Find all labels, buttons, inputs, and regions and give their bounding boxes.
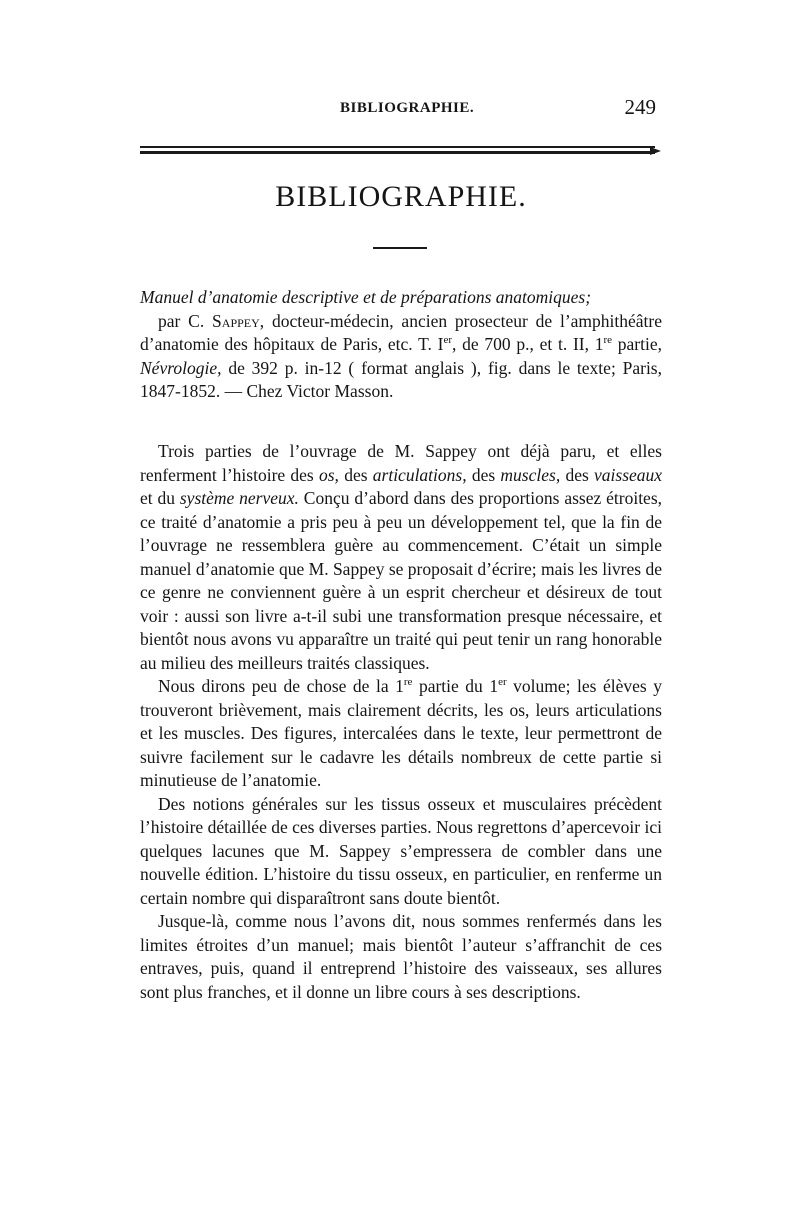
p1-term-systeme: système nerveux. bbox=[179, 488, 299, 508]
p1-term-os: os, bbox=[319, 464, 339, 485]
heading-divider bbox=[373, 247, 427, 249]
section-heading: BIBLIOGRAPHIE. bbox=[275, 180, 527, 213]
paragraph-2 bbox=[140, 675, 662, 793]
reference-sup-re: re bbox=[603, 334, 613, 347]
reference-details-a: docteur-médecin, ancien prosecteur de l’amphithéâtre d’anatomie des hôpitaux de Paris, etc. T. I bbox=[140, 310, 662, 354]
review-body bbox=[140, 440, 662, 1004]
reference-title: Manuel d’anatomie descriptive et de préparations anatomiques; bbox=[140, 287, 592, 307]
header-rule-thick bbox=[140, 151, 655, 154]
paragraph-4: Jusque-là, comme nous l’avons dit, nous sommes renfermés dans les limites étroites d’un manuel; mais bientôt l’auteur s’affranchit de ces entraves, puis, quand il entreprend l’histoire des vaisseaux, ses allures sont plus franches, et il donne un libre cours à ses descriptions. bbox=[140, 911, 662, 1002]
p2-text-b: partie du 1 bbox=[412, 676, 499, 696]
reference-details-b: , de 700 p., et t. II, 1 bbox=[451, 334, 604, 354]
p1-text-d: des bbox=[565, 464, 589, 485]
reference-par: par C. bbox=[158, 310, 205, 331]
p1-text-b: des bbox=[344, 464, 368, 485]
header-rule-thin bbox=[140, 146, 655, 148]
p1-text-f: Conçu d’abord dans des proportions assez étroites, ce traité d’anatomie a pris peu à peu un développement tel, que la fin de l’ouvrage ne ressemblera guère au commencement. C’était un simple manuel d’anatomie que M. Sappey se proposait d’écrire; mais les livres de ce genre ne conviennent guère à un esprit chercheur et désireux de tout voir : aussi son livre a-t-il subi une transformation presque nécessaire, et bientôt nous avons vu apparaître un traité qui peut tenir un rang honorable au milieu des meilleurs traités classiques. bbox=[140, 488, 663, 673]
reference-entry bbox=[140, 286, 662, 404]
running-head bbox=[140, 95, 662, 124]
bibliographic-reference bbox=[140, 286, 662, 404]
reference-sup-er: er bbox=[443, 334, 452, 347]
running-head-title: BIBLIOGRAPHIE. bbox=[340, 100, 475, 116]
rule-ornament bbox=[650, 147, 661, 155]
reference-details-d: de 392 p. in-12 ( format anglais ), fig. dans le texte; Paris, 1847-1852. — Chez Victor Masson. bbox=[140, 357, 662, 401]
reference-details-c: partie, bbox=[612, 334, 662, 354]
p1-term-articulations: articulations, bbox=[372, 464, 467, 485]
p2-text-a: Nous dirons peu de chose de la 1 bbox=[158, 676, 404, 696]
p1-term-vaisseaux: vaisseaux bbox=[594, 464, 663, 485]
page-number: 249 bbox=[624, 95, 656, 119]
reference-subtitle: Névrologie, bbox=[140, 357, 222, 378]
p1-text-a: Trois parties de l’ouvrage de M. Sappey ont déjà paru, et elles renferment l’histoire des bbox=[140, 441, 662, 485]
paragraph-1 bbox=[140, 440, 662, 675]
p2-sup-er: er bbox=[498, 676, 507, 689]
p2-sup-re: re bbox=[403, 676, 413, 689]
p1-text-e: et du bbox=[140, 488, 175, 508]
paragraph-3: Des notions générales sur les tissus osseux et musculaires précèdent l’histoire détaillée de ces diverses parties. Nous regrettons d’apercevoir ici quelques lacunes que M. Sappey s’empressera de combler dans une nouvelle édition. L’histoire du tissu osseux, en particulier, en renferme un certain nombre qui disparaîtront sans doute bientôt. bbox=[140, 793, 662, 908]
p1-term-muscles: muscles, bbox=[500, 464, 561, 485]
reference-author: Sappey, bbox=[212, 310, 265, 331]
p2-text-c: volume; les élèves y trouveront brièvement, mais clairement décrits, les os, leurs articulations et les muscles. Des figures, intercalées dans le texte, leur permettront de suivre facilement sur le cadavre les détails nombreux de cette partie si minutieuse de l’anatomie. bbox=[140, 676, 662, 790]
p1-text-c: des bbox=[471, 464, 496, 485]
